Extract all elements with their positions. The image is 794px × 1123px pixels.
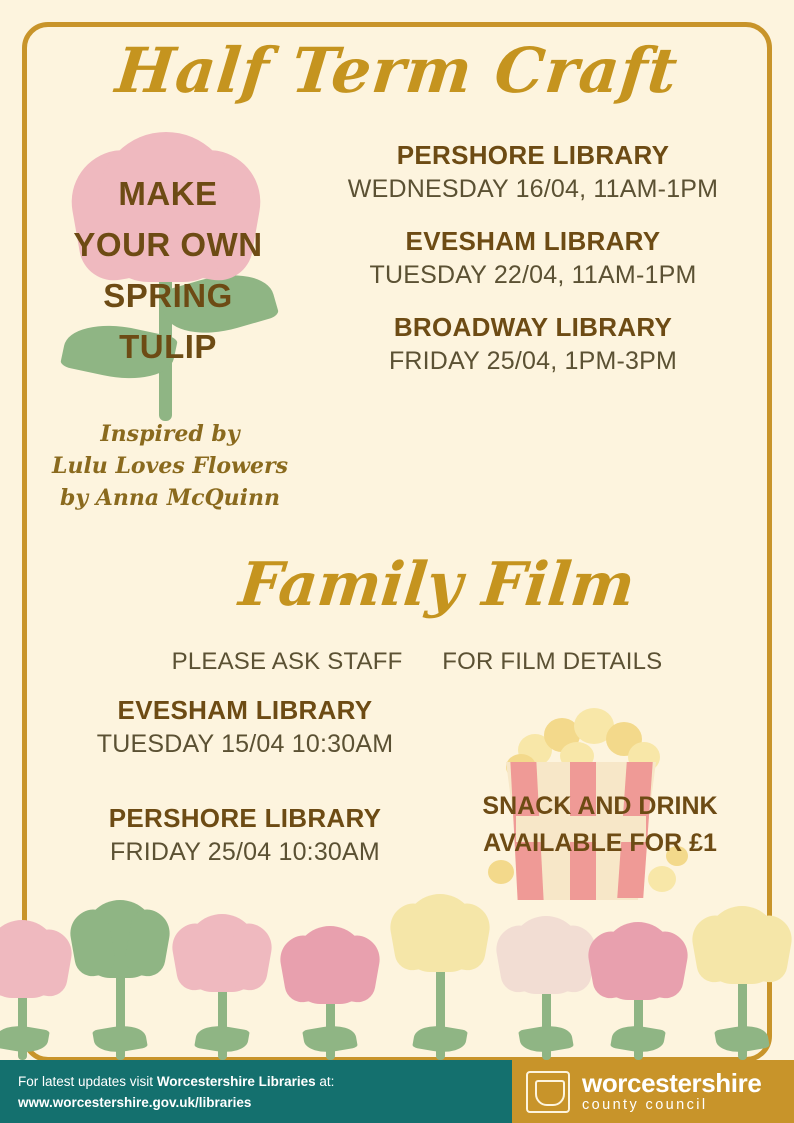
- craft-session-datetime: WEDNESDAY 16/04, 11AM-1PM: [347, 175, 719, 203]
- inspired-line-3: by Anna McQuinn: [59, 485, 281, 511]
- flower-border-illustration: [0, 915, 794, 1060]
- film-session-item: [30, 803, 460, 867]
- make-your-own-heading: [40, 168, 296, 372]
- craft-session-venue: PERSHORE LIBRARY: [396, 140, 670, 170]
- footer-text: [0, 1071, 334, 1113]
- footer-line-1-post: at:: [315, 1073, 335, 1089]
- film-note-right: FOR FILM DETAILS: [442, 648, 663, 675]
- footer-url[interactable]: www.worcestershire.gov.uk/libraries: [18, 1094, 252, 1110]
- make-line-2: YOUR OWN: [73, 226, 263, 263]
- film-details-note: [0, 648, 794, 676]
- film-session-venue: EVESHAM LIBRARY: [117, 695, 373, 725]
- film-session-datetime: TUESDAY 15/04 10:30AM: [96, 730, 394, 758]
- footer-line-1-pre: For latest updates visit: [18, 1073, 157, 1089]
- craft-session-venue: EVESHAM LIBRARY: [405, 226, 661, 256]
- craft-session-item: [300, 140, 766, 204]
- make-line-1: MAKE: [118, 175, 218, 212]
- footer-bar: [0, 1060, 794, 1123]
- footer-line-1-bold: Worcestershire Libraries: [156, 1073, 316, 1089]
- snack-line-1: SNACK AND DRINK: [482, 792, 718, 820]
- council-logo-line-1: worcestershire: [582, 1067, 762, 1098]
- snack-line-2: AVAILABLE FOR £1: [483, 829, 717, 857]
- snack-and-drink-note: [440, 788, 760, 862]
- craft-session-datetime: FRIDAY 25/04, 1PM-3PM: [388, 347, 678, 375]
- council-logo-text: [582, 1067, 762, 1114]
- craft-session-item: [300, 226, 766, 290]
- film-session-list: [30, 695, 460, 911]
- page-title-half-term-craft: Half Term Craft: [112, 34, 682, 107]
- craft-session-datetime: TUESDAY 22/04, 11AM-1PM: [369, 261, 697, 289]
- inspired-by-note: [36, 418, 304, 514]
- film-session-item: [30, 695, 460, 759]
- craft-session-item: [300, 312, 766, 376]
- inspired-line-2: Lulu Loves Flowers: [51, 453, 288, 479]
- film-session-datetime: FRIDAY 25/04 10:30AM: [110, 838, 380, 866]
- council-crest-icon: [526, 1071, 570, 1113]
- film-note-left: PLEASE ASK STAFF: [171, 648, 403, 675]
- inspired-line-1: Inspired by: [100, 421, 240, 447]
- worcestershire-county-council-logo: [512, 1060, 794, 1123]
- make-line-3: SPRING: [103, 277, 233, 314]
- footer-line-1: [18, 1071, 334, 1092]
- make-line-4: TULIP: [119, 328, 217, 365]
- film-session-venue: PERSHORE LIBRARY: [108, 803, 382, 833]
- section-title-family-film: Family Film: [235, 550, 639, 620]
- craft-session-venue: BROADWAY LIBRARY: [393, 312, 673, 342]
- council-logo-line-2: county council: [582, 1096, 708, 1113]
- craft-session-list: [300, 140, 766, 398]
